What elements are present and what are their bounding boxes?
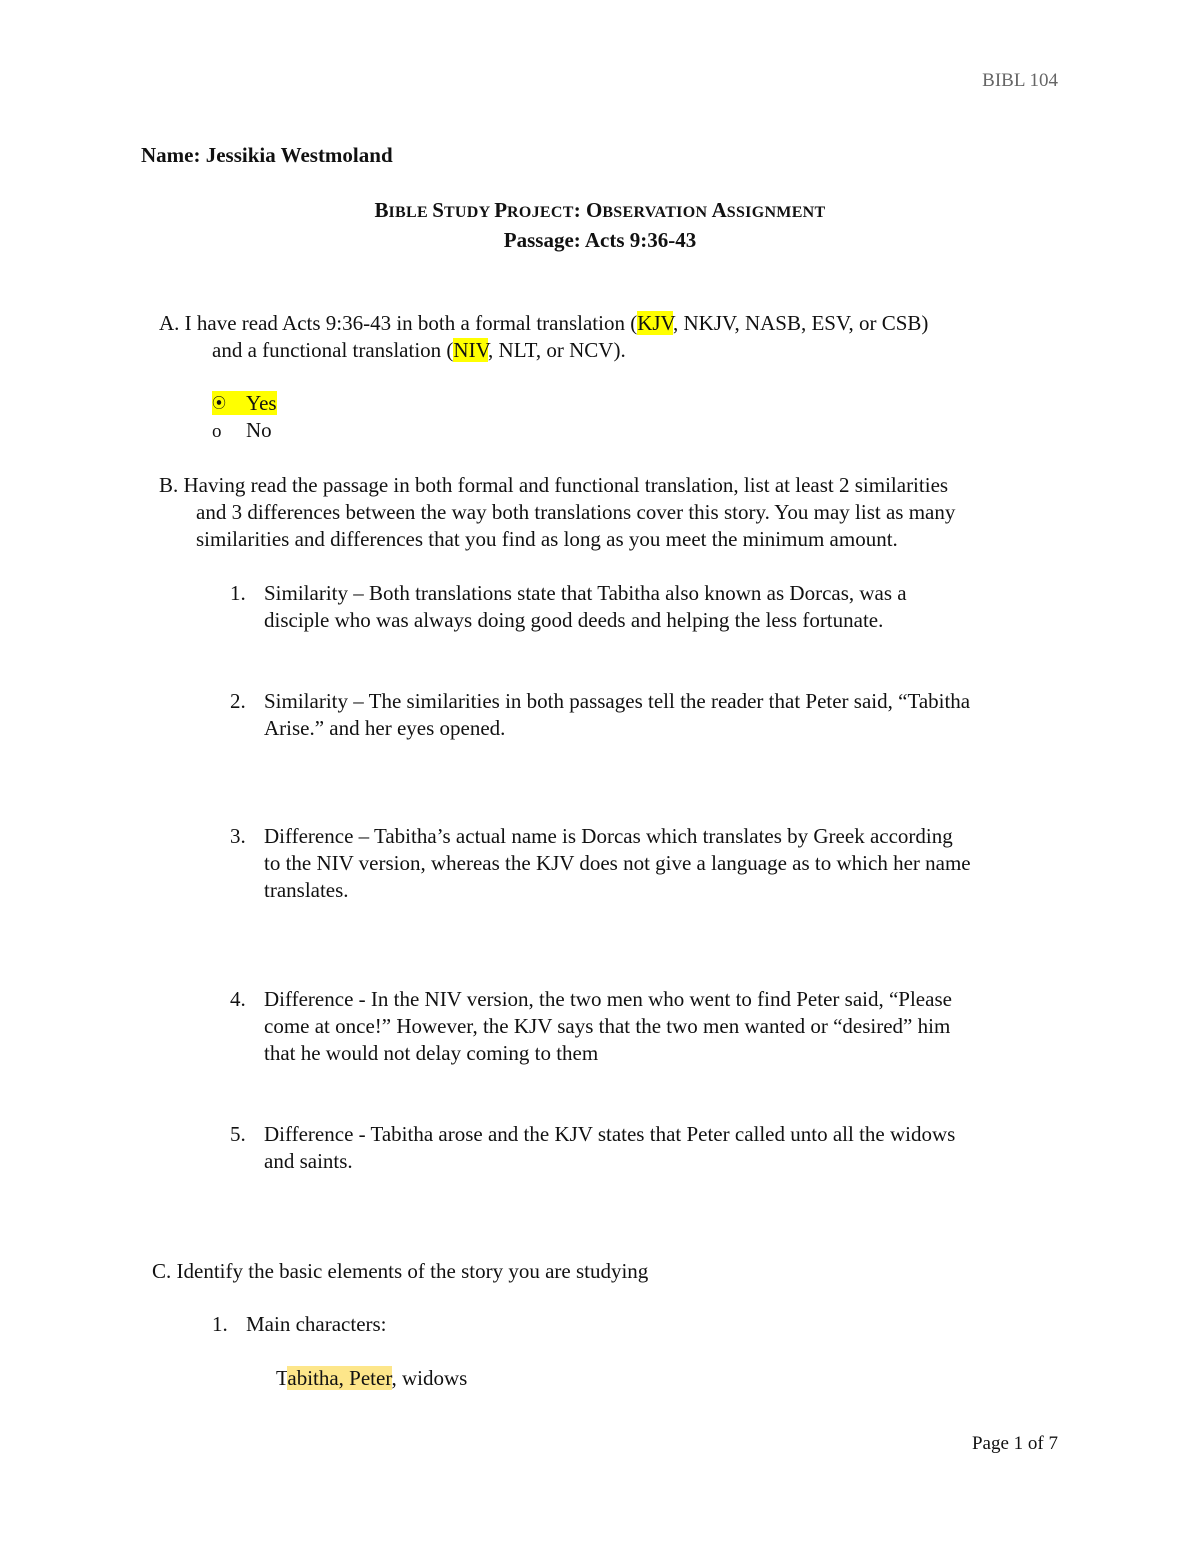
course-code: BIBL 104 xyxy=(982,70,1058,91)
main-characters-label: Main characters: xyxy=(246,1312,387,1336)
section-b-prompt-3: similarities and differences that you find as long as you meet the minimum amount. xyxy=(196,527,898,551)
title-rest: BSERVATION xyxy=(602,204,712,221)
list-item-number: 4. xyxy=(230,987,246,1011)
list-item-line: disciple who was always doing good deeds and helping the less fortunate. xyxy=(264,608,884,632)
list-item-line: Difference - Tabitha arose and the KJV states that Peter called unto all the widows xyxy=(264,1122,956,1146)
section-a-line-1 xyxy=(159,310,928,337)
section-a-text: , NLT, or NCV). xyxy=(488,338,626,362)
title-cap: A xyxy=(711,198,727,222)
section-b-prompt-2: and 3 differences between the way both translations cover this story. You may list as many xyxy=(196,500,956,524)
title-rest: TUDY xyxy=(443,204,495,221)
list-item-line: Similarity – The similarities in both passages tell the reader that Peter said, “Tabitha xyxy=(264,689,971,713)
section-a-line-2 xyxy=(212,337,626,364)
assignment-title xyxy=(0,198,1200,223)
list-item-line: Difference – Tabitha’s actual name is Dorcas which translates by Greek according xyxy=(264,824,953,848)
radio-unselected-icon: o xyxy=(212,421,222,442)
title-cap: S xyxy=(432,198,444,222)
option-no-label: No xyxy=(246,418,272,442)
option-yes-label: Yes xyxy=(246,391,277,415)
list-item-line: Difference - In the NIV version, the two men who went to find Peter said, “Please xyxy=(264,987,952,1011)
list-item-number: 1. xyxy=(230,581,246,605)
highlight-characters: abitha, Peter xyxy=(287,1366,392,1390)
section-a-text: , NKJV, NASB, ESV, or CSB) xyxy=(673,311,929,335)
student-name: Name: Jessikia Westmoland xyxy=(141,143,393,167)
title-rest: IBLE xyxy=(388,204,433,221)
title-cap: O xyxy=(585,198,603,222)
list-item-line: that he would not delay coming to them xyxy=(264,1041,599,1065)
title-colon: : xyxy=(573,198,586,222)
title-cap: P xyxy=(494,198,508,222)
list-item-number: 3. xyxy=(230,824,246,848)
list-item-line: Arise.” and her eyes opened. xyxy=(264,716,506,740)
list-item-number: 5. xyxy=(230,1122,246,1146)
answer-text: T xyxy=(276,1366,288,1390)
option-no[interactable] xyxy=(212,417,272,445)
title-rest: ROJECT xyxy=(507,204,574,221)
list-item-number: 2. xyxy=(230,689,246,713)
main-characters-answer xyxy=(276,1365,467,1392)
list-item-line: Similarity – Both translations state that Tabitha also known as Dorcas, was a xyxy=(264,581,907,605)
section-a-text: and a functional translation ( xyxy=(212,338,454,362)
list-item-number: 1. xyxy=(212,1312,228,1336)
list-item-line: translates. xyxy=(264,878,349,902)
title-rest: SSIGNMENT xyxy=(726,204,826,221)
passage-reference: Passage: Acts 9:36-43 xyxy=(503,228,697,252)
option-yes-highlight xyxy=(212,391,277,415)
highlight-niv: NIV xyxy=(453,338,489,362)
section-a-text: A. I have read Acts 9:36-43 in both a formal translation ( xyxy=(159,311,638,335)
radio-selected-icon: ⦿ xyxy=(212,397,226,412)
list-item-line: come at once!” However, the KJV says that the two men wanted or “desired” him xyxy=(264,1014,951,1038)
highlight-kjv: KJV xyxy=(637,311,673,335)
list-item-line: to the NIV version, whereas the KJV does not give a language as to which her name xyxy=(264,851,971,875)
section-c-prompt: C. Identify the basic elements of the story you are studying xyxy=(152,1259,649,1283)
answer-text: , widows xyxy=(391,1366,468,1390)
list-item-line: and saints. xyxy=(264,1149,353,1173)
section-b-prompt-1: B. Having read the passage in both formal and functional translation, list at least 2 similarities xyxy=(159,473,949,497)
page-number: Page 1 of 7 xyxy=(971,1433,1058,1454)
option-yes[interactable] xyxy=(212,390,277,418)
title-cap: B xyxy=(374,198,389,222)
